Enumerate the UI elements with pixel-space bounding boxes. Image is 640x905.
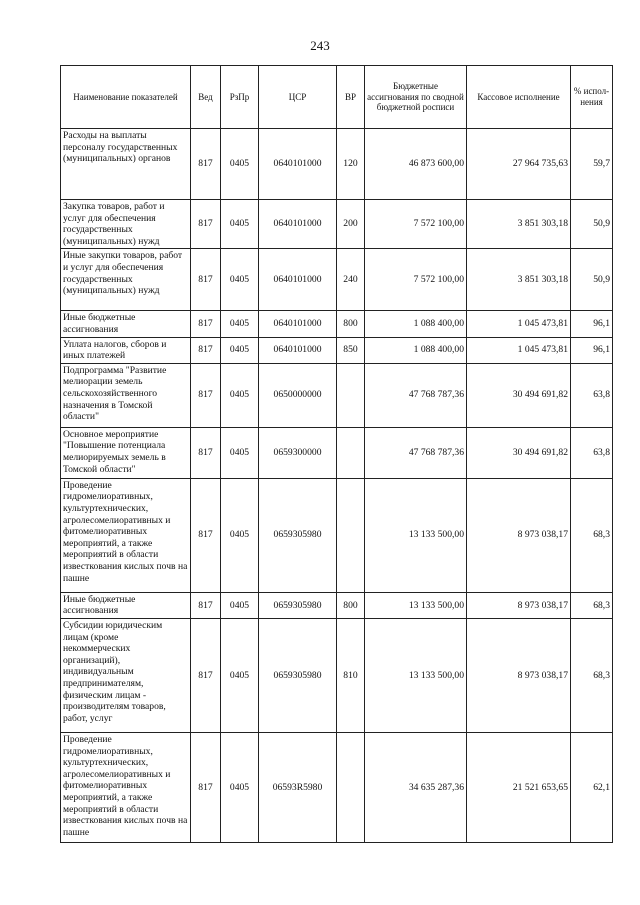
row-vr: 810 (337, 618, 365, 732)
row-execution: 3 851 303,18 (467, 200, 571, 249)
row-vr: 800 (337, 311, 365, 337)
row-percent: 62,1 (571, 732, 613, 842)
row-name: Проведение гидромелиоративных, культуртехнических, агролесомелиоративных и фитомелиоративных мероприятий, а также мероприятий в области известкования кислых почв на пашне (61, 478, 191, 592)
row-name: Иные бюджетные ассигнования (61, 311, 191, 337)
row-rzpr: 0405 (221, 249, 259, 311)
row-rzpr: 0405 (221, 363, 259, 427)
row-assignments: 7 572 100,00 (365, 200, 467, 249)
table-row (61, 200, 613, 249)
header-rzpr: РзПр (221, 66, 259, 129)
row-assignments: 47 768 787,36 (365, 363, 467, 427)
row-csr: 0640101000 (259, 311, 337, 337)
row-rzpr: 0405 (221, 478, 259, 592)
row-vr: 800 (337, 592, 365, 618)
row-ved: 817 (191, 592, 221, 618)
row-vr (337, 363, 365, 427)
row-name: Уплата налогов, сборов и иных платежей (61, 337, 191, 363)
row-rzpr: 0405 (221, 200, 259, 249)
row-percent: 50,9 (571, 249, 613, 311)
row-ved: 817 (191, 732, 221, 842)
row-assignments: 46 873 600,00 (365, 129, 467, 200)
row-ved: 817 (191, 337, 221, 363)
row-percent: 50,9 (571, 200, 613, 249)
row-percent: 59,7 (571, 129, 613, 200)
row-percent: 96,1 (571, 311, 613, 337)
row-assignments: 13 133 500,00 (365, 618, 467, 732)
header-vr: ВР (337, 66, 365, 129)
row-ved: 817 (191, 427, 221, 478)
row-assignments: 13 133 500,00 (365, 478, 467, 592)
row-assignments: 7 572 100,00 (365, 249, 467, 311)
row-rzpr: 0405 (221, 732, 259, 842)
row-percent: 63,8 (571, 363, 613, 427)
row-name: Проведение гидромелиоративных, культуртехнических, агролесомелиоративных и фитомелиоративных мероприятий, а также мероприятий в области известкования кислых почв на пашне (61, 732, 191, 842)
row-vr: 120 (337, 129, 365, 200)
row-vr (337, 427, 365, 478)
row-assignments: 13 133 500,00 (365, 592, 467, 618)
page-number: 243 (310, 38, 330, 53)
row-csr: 0640101000 (259, 249, 337, 311)
table-row (61, 363, 613, 427)
row-ved: 817 (191, 618, 221, 732)
row-csr: 0659300000 (259, 427, 337, 478)
row-execution: 1 045 473,81 (467, 337, 571, 363)
row-name: Субсидии юридическим лицам (кроме некоммерческих организаций), индивидуальным предпринимателям, физическим лицам - производителям товаров, работ, услуг (61, 618, 191, 732)
row-assignments: 34 635 287,36 (365, 732, 467, 842)
row-name: Подпрограмма "Развитие мелиорации земель сельскохозяйственного назначения в Томской области" (61, 363, 191, 427)
header-execution: Кассовое исполнение (467, 66, 571, 129)
row-rzpr: 0405 (221, 592, 259, 618)
row-name: Иные бюджетные ассигнования (61, 592, 191, 618)
row-csr: 0659305980 (259, 478, 337, 592)
row-assignments: 1 088 400,00 (365, 337, 467, 363)
row-rzpr: 0405 (221, 311, 259, 337)
header-name: Наименование показателей (61, 66, 191, 129)
budget-execution-table (60, 65, 613, 843)
row-assignments: 47 768 787,36 (365, 427, 467, 478)
row-percent: 68,3 (571, 592, 613, 618)
row-execution: 3 851 303,18 (467, 249, 571, 311)
row-csr: 0659305980 (259, 618, 337, 732)
row-execution: 30 494 691,82 (467, 363, 571, 427)
row-rzpr: 0405 (221, 618, 259, 732)
row-execution: 30 494 691,82 (467, 427, 571, 478)
row-percent: 63,8 (571, 427, 613, 478)
row-ved: 817 (191, 311, 221, 337)
row-percent: 68,3 (571, 478, 613, 592)
row-csr: 06593R5980 (259, 732, 337, 842)
row-execution: 8 973 038,17 (467, 592, 571, 618)
row-ved: 817 (191, 200, 221, 249)
row-vr (337, 478, 365, 592)
table-row (61, 427, 613, 478)
header-percent: % испол-нения (571, 66, 613, 129)
row-vr: 240 (337, 249, 365, 311)
row-rzpr: 0405 (221, 129, 259, 200)
row-rzpr: 0405 (221, 337, 259, 363)
row-csr: 0640101000 (259, 200, 337, 249)
row-execution: 27 964 735,63 (467, 129, 571, 200)
row-csr: 0659305980 (259, 592, 337, 618)
table-header-row (61, 66, 613, 129)
row-ved: 817 (191, 478, 221, 592)
row-ved: 817 (191, 363, 221, 427)
row-vr: 200 (337, 200, 365, 249)
table-row (61, 337, 613, 363)
row-name: Расходы на выплаты персоналу государственных (муниципальных) органов (61, 129, 191, 200)
row-percent: 68,3 (571, 618, 613, 732)
header-csr: ЦСР (259, 66, 337, 129)
table-row (61, 478, 613, 592)
table-row (61, 592, 613, 618)
row-execution: 8 973 038,17 (467, 618, 571, 732)
table-row (61, 732, 613, 842)
row-name: Закупка товаров, работ и услуг для обеспечения государственных (муниципальных) нужд (61, 200, 191, 249)
header-assignments: Бюджетные ассигнования по сводной бюджетной росписи (365, 66, 467, 129)
row-rzpr: 0405 (221, 427, 259, 478)
table-row (61, 249, 613, 311)
row-vr (337, 732, 365, 842)
row-csr: 0640101000 (259, 129, 337, 200)
row-ved: 817 (191, 129, 221, 200)
row-percent: 96,1 (571, 337, 613, 363)
row-execution: 1 045 473,81 (467, 311, 571, 337)
row-ved: 817 (191, 249, 221, 311)
row-name: Основное мероприятие "Повышение потенциала мелиорируемых земель в Томской области" (61, 427, 191, 478)
row-execution: 21 521 653,65 (467, 732, 571, 842)
header-ved: Вед (191, 66, 221, 129)
row-csr: 0640101000 (259, 337, 337, 363)
table-row (61, 618, 613, 732)
row-name: Иные закупки товаров, работ и услуг для обеспечения государственных (муниципальных) нужд (61, 249, 191, 311)
row-assignments: 1 088 400,00 (365, 311, 467, 337)
row-csr: 0650000000 (259, 363, 337, 427)
table-row (61, 311, 613, 337)
row-execution: 8 973 038,17 (467, 478, 571, 592)
table-row (61, 129, 613, 200)
row-vr: 850 (337, 337, 365, 363)
